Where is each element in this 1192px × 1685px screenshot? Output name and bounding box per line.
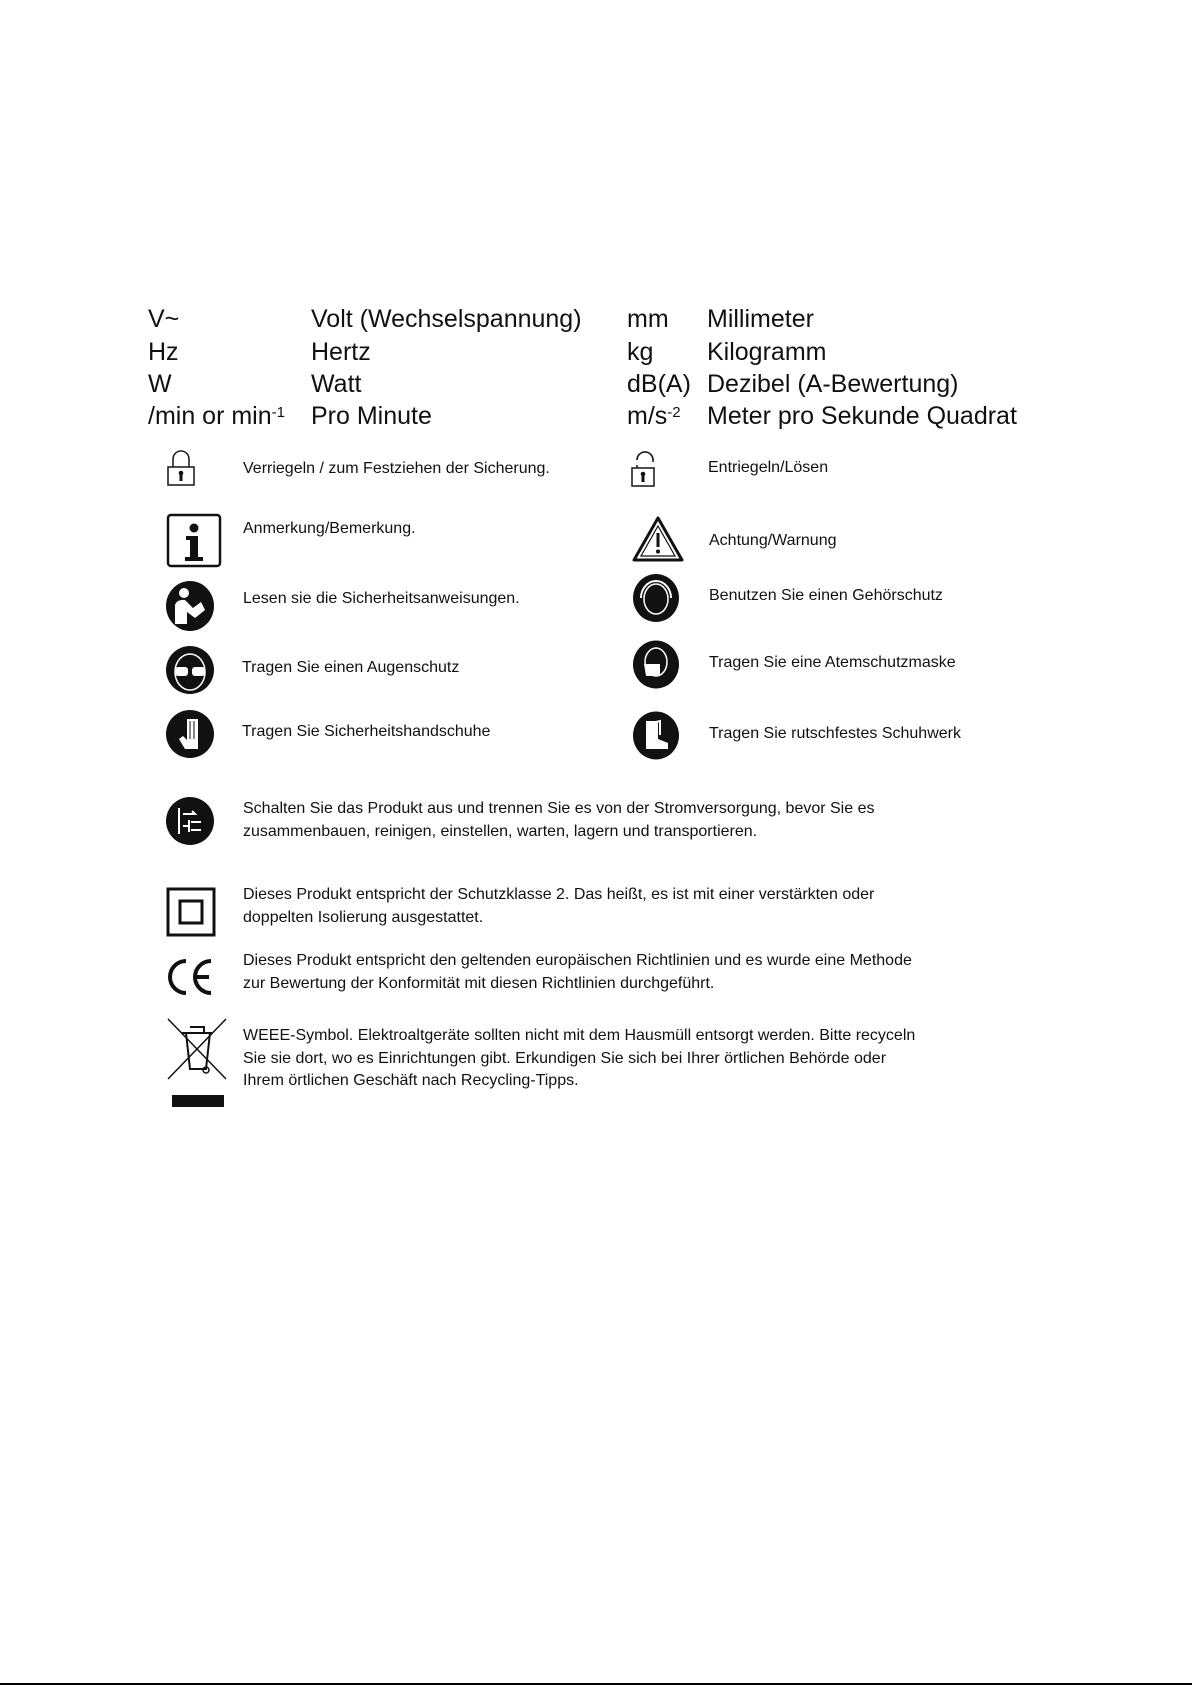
symbol-text-warning: Achtung/Warnung [709,532,837,549]
unit-symbol: W [148,370,172,398]
text-line: WEEE-Symbol. Elektroaltgeräte sollten nicht mit dem Hausmüll entsorgt werden. Bitte recyceln [243,1027,916,1044]
symbol-text-gloves: Tragen Sie Sicherheitshandschuhe [242,723,491,740]
warning-icon [631,515,685,563]
symbol-text-class2 [243,884,874,929]
eye-protection-icon [165,645,215,695]
text-line: Dieses Produkt entspricht den geltenden europäischen Richtlinien und es wurde eine Methode [243,952,912,969]
symbol-text-info: Anmerkung/Bemerkung. [243,520,416,537]
read-manual-icon [165,580,215,632]
unit-meaning: Watt [311,370,362,398]
text-line: Ihrem örtlichen Geschäft nach Recycling-Tipps. [243,1072,579,1089]
unit-symbol-exponent: -1 [271,404,285,421]
symbol-text-boots: Tragen Sie rutschfestes Schuhwerk [709,725,961,742]
symbol-text-lock: Verriegeln / zum Festziehen der Sicherung. [243,460,550,477]
info-icon [166,513,222,568]
symbol-text-power [243,798,874,843]
symbol-text-ce [243,950,912,995]
unit-symbol [627,401,681,431]
unit-meaning: Pro Minute [311,402,432,430]
text-line: Schalten Sie das Produkt aus und trennen Sie es von der Stromversorgung, bevor Sie es [243,800,875,817]
unit-symbol: dB(A) [627,370,691,398]
unplug-icon [165,796,215,846]
unit-symbol-base: /min or min [148,402,272,430]
symbol-text-read: Lesen sie die Sicherheitsanweisungen. [243,590,520,607]
unit-meaning: Volt (Wechselspannung) [311,305,582,333]
unit-meaning: Millimeter [707,305,814,333]
unit-symbol: kg [627,338,654,366]
class-2-icon [166,887,216,937]
symbol-text-unlock: Entriegeln/Lösen [708,459,829,476]
text-line: doppelten Isolierung ausgestattet. [243,908,484,926]
unit-symbol-exponent: -2 [667,404,681,421]
unit-meaning: Kilogramm [707,338,827,366]
unit-symbol: Hz [148,338,179,366]
unit-meaning: Meter pro Sekunde Quadrat [707,402,1017,430]
text-line: Sie sie dort, wo es Einrichtungen gibt. Erkundigen Sie sich bei Ihrer örtlichen Behörde oder [243,1049,887,1067]
unit-meaning: Dezibel (A-Bewertung) [707,370,959,398]
boots-icon [632,711,680,760]
unit-symbol-base: m/s [627,402,668,430]
weee-bin-icon [166,1017,230,1108]
hearing-protection-icon [632,573,680,623]
text-line: Dieses Produkt entspricht der Schutzklasse 2. Das heißt, es ist mit einer verstärkten oder [243,886,875,903]
ce-mark-icon [166,957,216,997]
symbol-text-mask: Tragen Sie eine Atemschutzmaske [709,654,956,671]
dust-mask-icon [632,640,680,689]
lock-icon [166,449,196,487]
symbol-text-hearing: Benutzen Sie einen Gehörschutz [709,587,943,604]
text-line: zur Bewertung der Konformität mit diesen Richtlinien durchgeführt. [243,974,715,992]
unit-meaning: Hertz [311,338,371,366]
text-line: zusammenbauen, reinigen, einstellen, warten, lagern und transportieren. [243,822,758,840]
symbol-text-eye: Tragen Sie einen Augenschutz [242,659,460,676]
unit-symbol [148,401,285,431]
unit-symbol: mm [627,305,669,333]
unlock-icon [630,450,660,488]
gloves-icon [165,709,215,759]
symbol-text-weee [243,1025,915,1093]
unit-symbol: V~ [148,305,180,333]
